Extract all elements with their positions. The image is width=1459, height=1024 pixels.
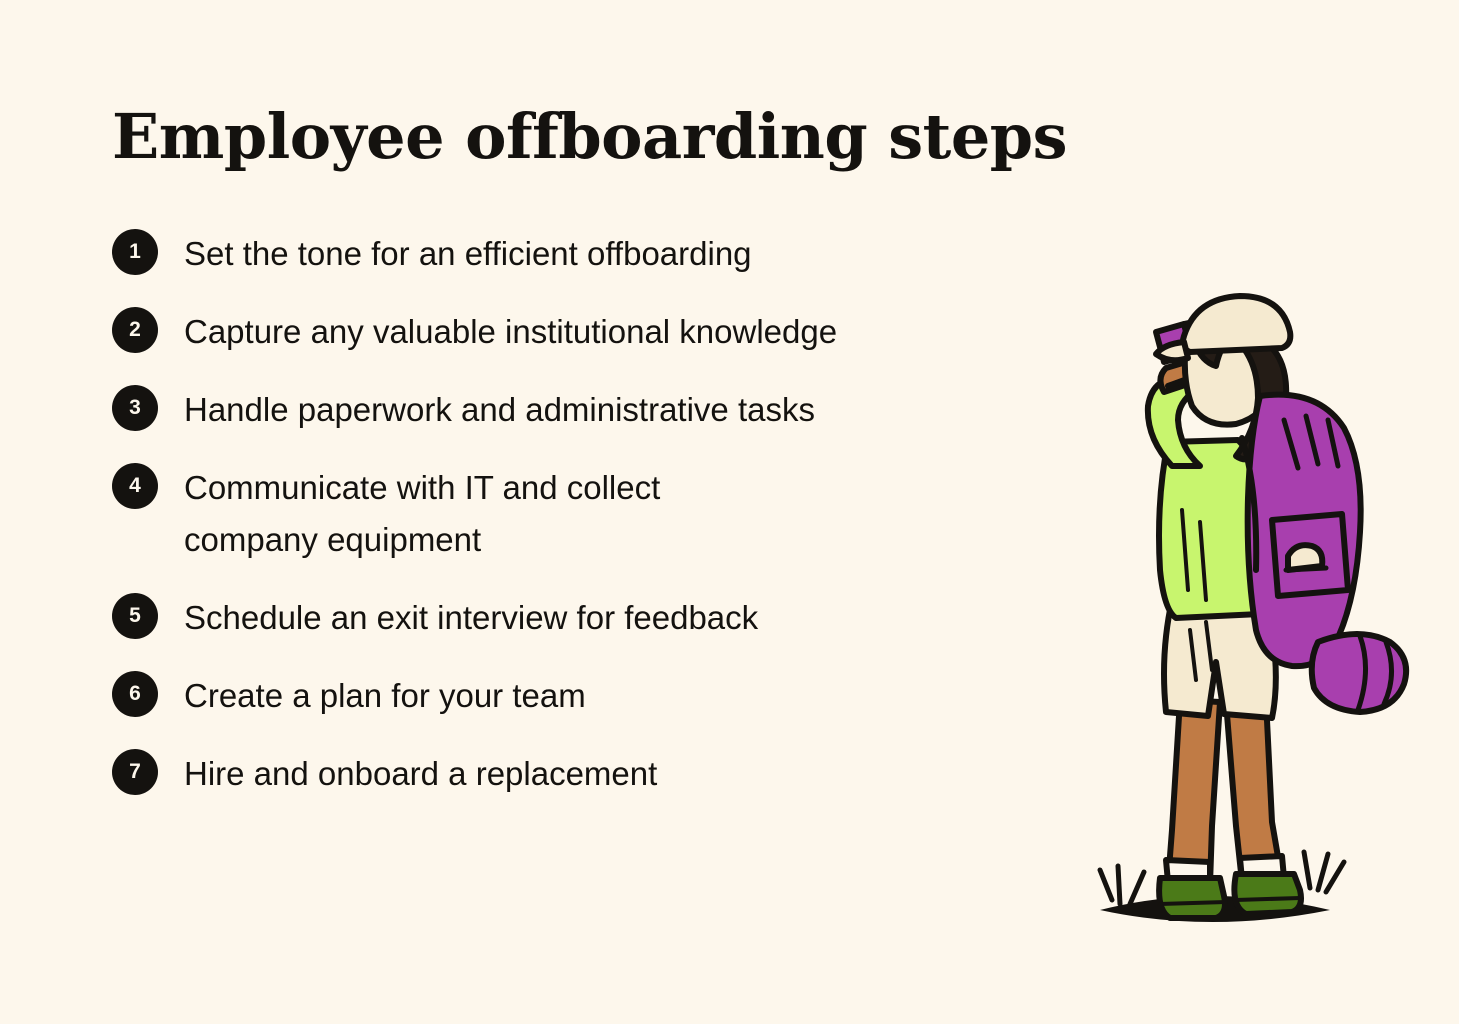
step-label: Communicate with IT and collect company equipment bbox=[184, 469, 661, 558]
page-title: Employee offboarding steps bbox=[112, 100, 1068, 173]
list-item bbox=[112, 306, 1012, 357]
hiker-with-backpack-illustration bbox=[1060, 270, 1420, 950]
step-label: Handle paperwork and administrative tasks bbox=[184, 391, 815, 429]
steps-list bbox=[112, 228, 1012, 826]
step-number-badge: 2 bbox=[112, 307, 158, 353]
list-item bbox=[112, 592, 1012, 643]
step-number-badge: 5 bbox=[112, 593, 158, 639]
list-item bbox=[112, 228, 1012, 279]
list-item bbox=[112, 384, 1012, 435]
step-label: Set the tone for an efficient offboarding bbox=[184, 235, 752, 272]
list-item bbox=[112, 670, 1012, 721]
step-number-badge: 1 bbox=[112, 229, 158, 275]
step-number-badge: 6 bbox=[112, 671, 158, 717]
step-label: Create a plan for your team bbox=[184, 676, 586, 714]
list-item bbox=[112, 748, 1012, 799]
step-number-badge: 4 bbox=[112, 463, 158, 509]
step-label: Schedule an exit interview for feedback bbox=[184, 598, 759, 636]
step-number-badge: 7 bbox=[112, 749, 158, 795]
step-label: Capture any valuable institutional knowledge bbox=[184, 313, 838, 351]
step-number-badge: 3 bbox=[112, 385, 158, 431]
list-item bbox=[112, 462, 1012, 564]
step-label: Hire and onboard a replacement bbox=[184, 754, 658, 792]
